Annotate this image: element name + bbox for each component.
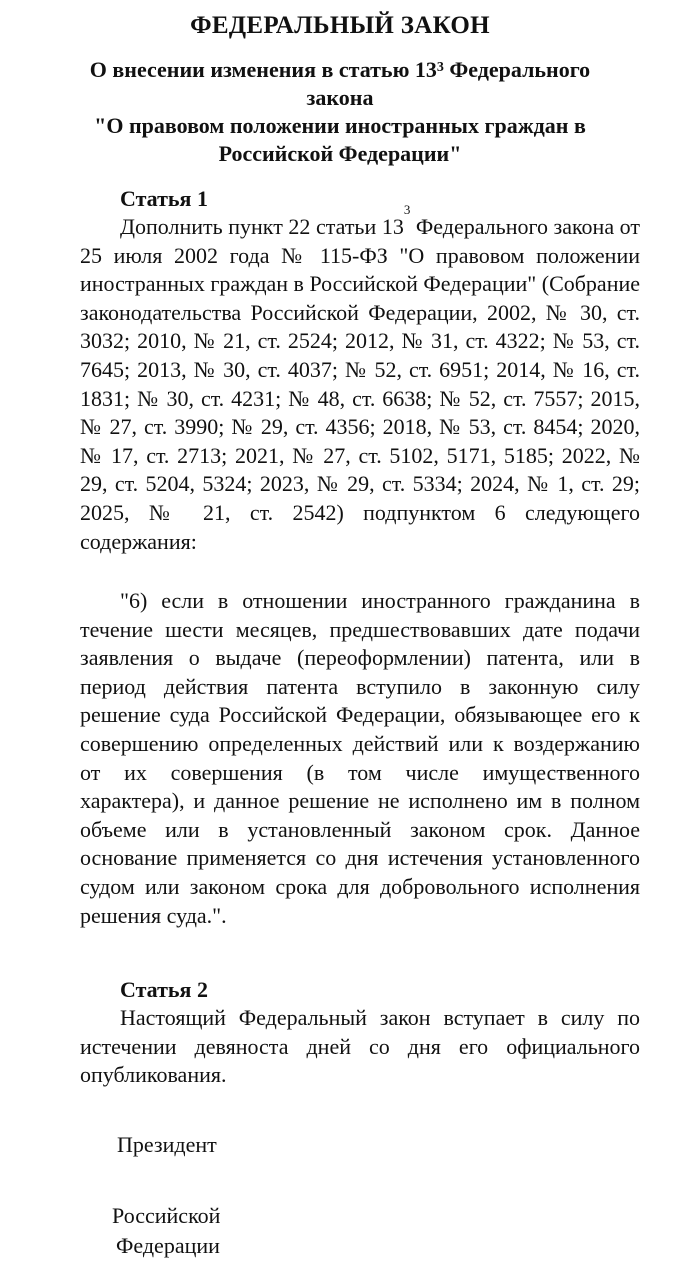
article-1-para1-superscript: 3 [403,202,411,217]
article-1-heading: Статья 1 [120,186,208,211]
article-1-paragraph-1 [80,202,641,556]
article-1-para1-suffix: Федерального закона от 25 июля 2002 года № 115-ФЗ "О правовом положении иностранных граждан в Российской Федерации" (Собрание законодательства Российской Федерации, 2002, № 30, ст. 3032; 2010, № 21, ст. 2524; 2012, № 31, ст. 4322; № 53, ст. 7645; 2013, № 30, ст. 4037; № 52, ст. 6951; 2014, № 16, ст. 1831; № 30, ст. 4231; № 48, ст. 6638; № 52, ст. 7557; 2015, № 27, ст. 3990; № 29, ст. 4356; 2018, № 53, ст. 8454; 2020, № 17, ст. 2713; 2021, № 27, ст. 5102, 5171, 5185; 2022, № 29, ст. 5204, 5324; 2023, № 29, ст. 5334; 2024, № 1, ст. 29; 2025, № 21, ст. 2542) подпунктом 6 следующего содержания: [80,214,641,554]
article-1-paragraph-2: "6) если в отношении иностранного гражданина в течение шести месяцев, предшествовавших дате подачи заявления о выдаче (переоформлении) патента, или в период действия патента вступило в законную силу решение суда Российской Федерации, обязывающее его к совершению определенных действий или к воздержанию от их совершения (в том числе имущественного характера), и данное решение не исполнено им в полном объеме или в установленный законом срок. Данное основание применяется со дня истечения установленного судом или законом срока для добровольного исполнения решения суда.". [80,588,640,928]
signature-line-1: Российской [112,1203,221,1228]
article-2-heading: Статья 2 [120,977,208,1002]
law-title-part2: Федерального закона [306,57,591,110]
law-title [70,56,610,168]
signature-title: Президент [117,1132,217,1157]
law-type-heading: ФЕДЕРАЛЬНЫЙ ЗАКОН [190,12,490,39]
signature-line-2: Федерации [116,1233,220,1258]
law-title-part1: О внесении изменения в статью 13 [89,57,437,82]
article-2-paragraph-1: Настоящий Федеральный закон вступает в силу по истечении девяноста дней со дня его официального опубликования. [80,1005,640,1088]
law-title-part3: "О правовом положении иностранных граждан в Российской Федерации" [94,113,586,166]
law-title-superscript: 3 [436,60,444,75]
article-1-para1-prefix: Дополнить пункт 22 статьи 13 [120,214,404,239]
